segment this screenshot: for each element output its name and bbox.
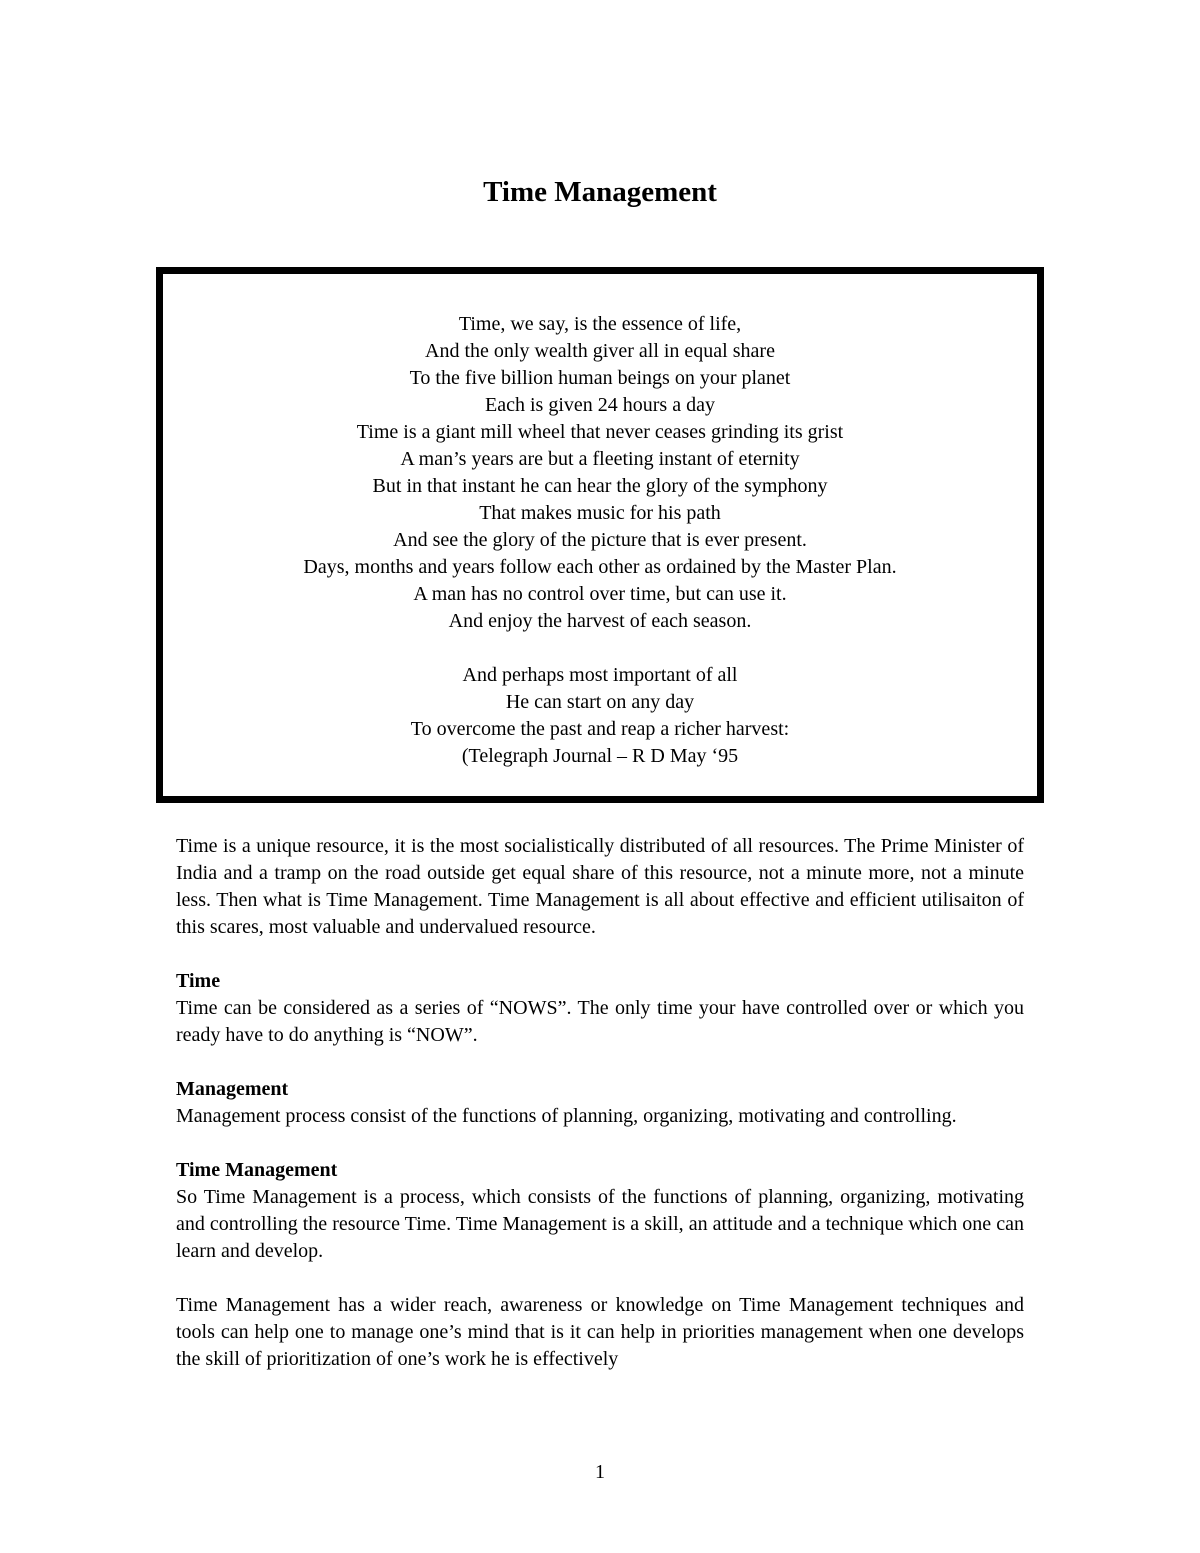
poem-line: A man’s years are but a fleeting instant of eternity: [400, 448, 800, 470]
poem-line: To the five billion human beings on your planet: [409, 367, 791, 389]
intro-paragraph: Time is a unique resource, it is the most socialistically distributed of all resources. The Prime Minister of India and a tramp on the road outside get equal share of this resource, not a minute more, not a minute less. Then what is Time Management. Time Management is all about effective and efficient utilisaiton of this scares, most valuable and undervalued resource.: [176, 835, 1024, 938]
page-title: Time Management: [483, 176, 717, 208]
poem-line: A man has no control over time, but can use it.: [413, 583, 787, 605]
poem-line: Time is a giant mill wheel that never ceases grinding its grist: [356, 421, 844, 443]
section-text-time-management: So Time Management is a process, which consists of the functions of planning, organizing, motivating and controlling the resource Time. Time Management is a skill, an attitude and a technique which one can learn and develop.: [176, 1186, 1024, 1262]
poem-line: And enjoy the harvest of each season.: [448, 610, 752, 632]
poem-line: To overcome the past and reap a richer harvest:: [410, 718, 790, 740]
poem-line: And the only wealth giver all in equal share: [425, 340, 775, 362]
section-text-time: Time can be considered as a series of “NOWS”. The only time your have controlled over or which you ready have to do anything is “NOW”.: [176, 997, 1024, 1046]
section-heading-time-management: Time Management: [176, 1159, 338, 1181]
poem-box: [156, 267, 1044, 803]
section-heading-management: Management: [176, 1078, 289, 1100]
body-text: [176, 833, 1024, 1373]
section-time-management: [176, 1157, 1024, 1265]
closing-paragraph: Time Management has a wider reach, awareness or knowledge on Time Management techniques and tools can help one to manage one’s mind that is it can help in priorities management when one develops the skill of prioritization of one’s work he is effectively: [176, 1294, 1024, 1370]
section-time: [176, 968, 1024, 1049]
poem-line: And perhaps most important of all: [462, 664, 738, 686]
poem-line: And see the glory of the picture that is ever present.: [393, 529, 807, 551]
poem-line: Time, we say, is the essence of life,: [458, 313, 742, 335]
stanza-gap: [163, 635, 1037, 662]
poem-attribution: (Telegraph Journal – R D May ‘95: [461, 745, 739, 767]
poem-line: He can start on any day: [505, 691, 695, 713]
poem-line: Each is given 24 hours a day: [485, 394, 715, 416]
poem-line: Days, months and years follow each other as ordained by the Master Plan.: [303, 556, 897, 578]
section-heading-time: Time: [176, 970, 221, 992]
section-text-management: Management process consist of the functions of planning, organizing, motivating and controlling.: [176, 1105, 957, 1127]
page-number: 1: [595, 1461, 605, 1483]
poem-line: But in that instant he can hear the glory of the symphony: [372, 475, 828, 497]
poem: [163, 311, 1037, 770]
section-management: [176, 1076, 1024, 1130]
poem-line: That makes music for his path: [479, 502, 721, 524]
